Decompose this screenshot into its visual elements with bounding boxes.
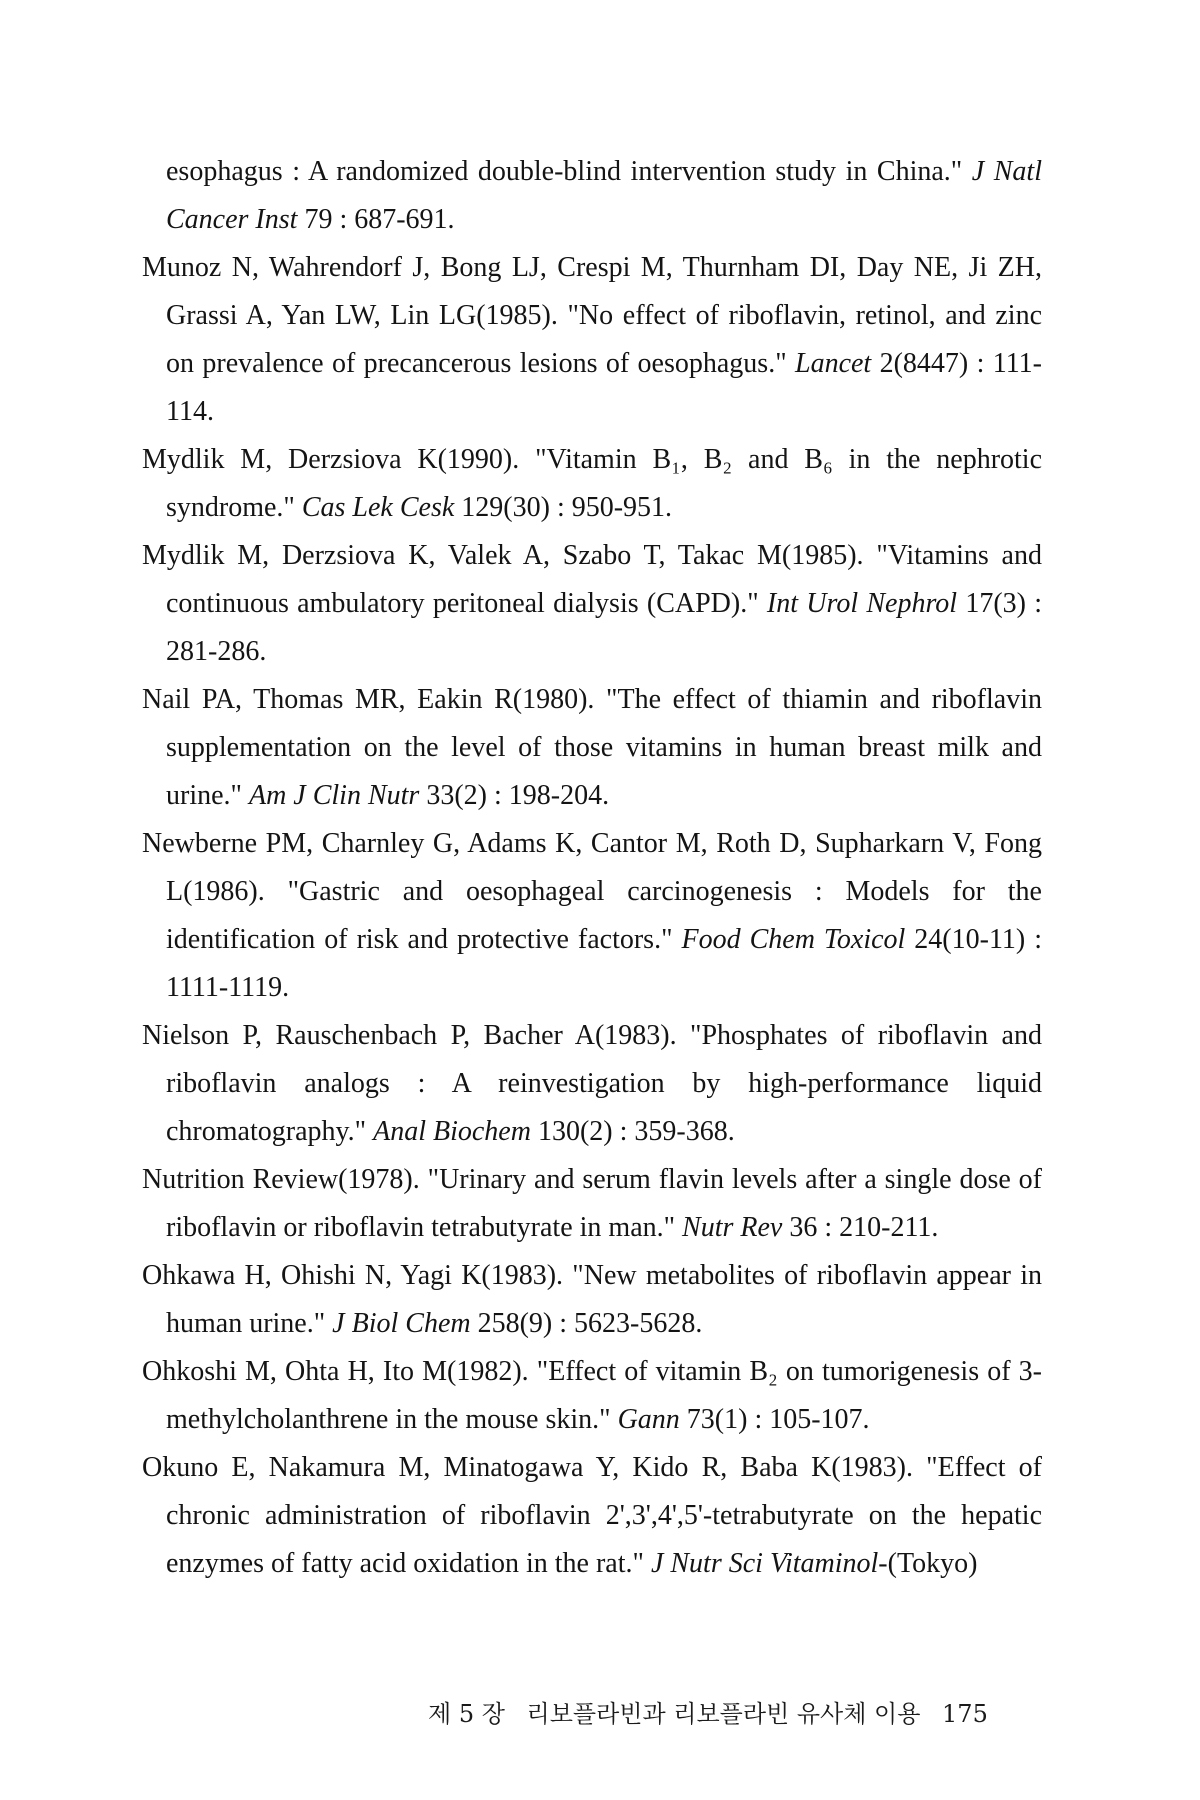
- reference-entry: [142, 820, 1042, 1012]
- reference-citation: (Tokyo): [887, 1548, 978, 1579]
- reference-entry: [142, 244, 1042, 436]
- journal-name: Anal Biochem: [373, 1116, 531, 1147]
- journal-name: J Nutr Sci Vitaminol-: [650, 1548, 888, 1579]
- reference-text: Ohkoshi M, Ohta H, Ito M(1982). "Effect of vitamin B₂ on tumorigenesis of 3-methylcholanthrene in the mouse skin.": [142, 1356, 1042, 1435]
- reference-text: Ohkawa H, Ohishi N, Yagi K(1983). "New metabolites of riboflavin appear in human urine.": [142, 1260, 1042, 1339]
- journal-name: Food Chem Toxicol: [681, 924, 906, 955]
- reference-entry: [142, 532, 1042, 676]
- reference-text: Mydlik M, Derzsiova K, Valek A, Szabo T, Takac M(1985). "Vitamins and continuous ambulatory peritoneal dialysis (CAPD).": [142, 540, 1042, 619]
- page-footer: [428, 1694, 1048, 1729]
- reference-text: Newberne PM, Charnley G, Adams K, Cantor M, Roth D, Supharkarn V, Fong L(1986). "Gastric and oesophageal carcinogenesis : Models for the identification of risk and protective factors.": [142, 828, 1042, 955]
- reference-text: Nutrition Review(1978). "Urinary and serum flavin levels after a single dose of riboflavin or riboflavin tetrabutyrate in man.": [142, 1164, 1042, 1243]
- reference-citation: 129(30) : 950-951.: [454, 492, 673, 523]
- reference-citation: 130(2) : 359-368.: [530, 1116, 735, 1147]
- reference-citation: 258(9) : 5623-5628.: [470, 1308, 703, 1339]
- reference-citation: 24(10-11) : 1111-1119.: [166, 924, 1042, 1003]
- journal-name: Nutr Rev: [682, 1212, 783, 1243]
- reference-text: esophagus : A randomized double-blind intervention study in China.": [166, 156, 972, 187]
- journal-name: Int Urol Nephrol: [766, 588, 958, 619]
- reference-entry: [142, 1252, 1042, 1348]
- reference-entry: [142, 436, 1042, 532]
- reference-entry: [142, 1012, 1042, 1156]
- reference-text: Okuno E, Nakamura M, Minatogawa Y, Kido R, Baba K(1983). "Effect of chronic administration of riboflavin 2',3',4',5'-tetrabutyrate on the hepatic enzymes of fatty acid oxidation in the rat.": [142, 1452, 1042, 1579]
- page-number: 175: [942, 1700, 988, 1728]
- reference-citation: 33(2) : 198-204.: [419, 780, 610, 811]
- reference-text: Nail PA, Thomas MR, Eakin R(1980). "The effect of thiamin and riboflavin supplementation on the level of those vitamins in human breast milk and urine.": [142, 684, 1042, 811]
- reference-entry: [142, 676, 1042, 820]
- reference-entry: [142, 1444, 1042, 1588]
- reference-list: [142, 148, 1042, 1588]
- journal-name: Am J Clin Nutr: [248, 780, 420, 811]
- journal-name: Gann: [617, 1404, 680, 1435]
- reference-entry: [142, 1348, 1042, 1444]
- journal-name: J Biol Chem: [332, 1308, 471, 1339]
- reference-citation: 36 : 210-211.: [782, 1212, 939, 1243]
- reference-citation: 2(8447) : 111-114.: [166, 348, 1042, 427]
- chapter-label: 제 5 장: [428, 1700, 505, 1728]
- chapter-title: 리보플라빈과 리보플라빈 유사체 이용: [526, 1700, 921, 1728]
- reference-citation: 73(1) : 105-107.: [679, 1404, 870, 1435]
- journal-name: J Natl Cancer Inst: [166, 156, 1042, 235]
- reference-citation: 17(3) : 281-286.: [166, 588, 1042, 667]
- reference-text: Mydlik M, Derzsiova K(1990). "Vitamin B₁, B₂ and B₆ in the nephrotic syndrome.": [142, 444, 1042, 523]
- reference-citation: 79 : 687-691.: [297, 204, 455, 235]
- reference-text: Munoz N, Wahrendorf J, Bong LJ, Crespi M, Thurnham DI, Day NE, Ji ZH, Grassi A, Yan LW, Lin LG(1985). "No effect of riboflavin, retinol, and zinc on prevalence of precancerous lesions of oesophagus.": [142, 252, 1042, 379]
- journal-name: Lancet: [795, 348, 872, 379]
- reference-entry: [142, 1156, 1042, 1252]
- journal-name: Cas Lek Cesk: [301, 492, 455, 523]
- reference-text: Nielson P, Rauschenbach P, Bacher A(1983). "Phosphates of riboflavin and riboflavin analogs : A reinvestigation by high-performance liquid chromatography.": [142, 1020, 1042, 1147]
- reference-entry: [142, 148, 1042, 244]
